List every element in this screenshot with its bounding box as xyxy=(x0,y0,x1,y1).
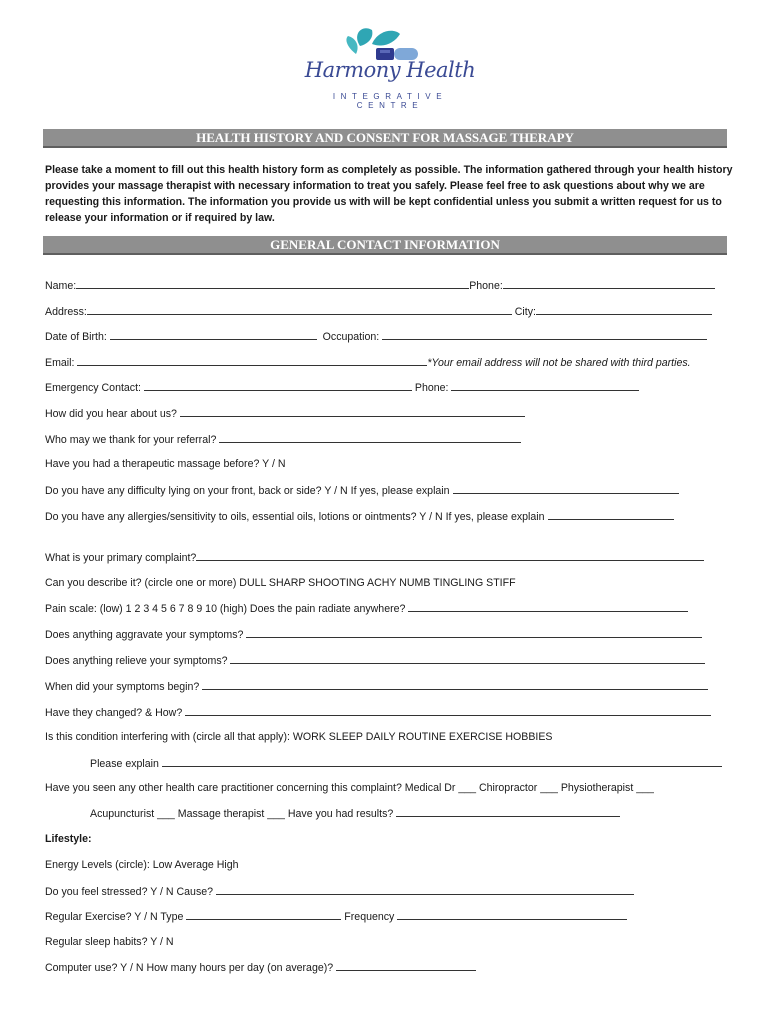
practitioner-label-2[interactable]: Acupuncturist ___ Massage therapist ___ Have you had results? xyxy=(90,808,394,820)
exercise-row xyxy=(45,909,627,924)
practitioner-row-2 xyxy=(90,806,620,821)
frequency-label: Frequency xyxy=(344,911,395,923)
hear-row xyxy=(45,406,525,421)
name-field[interactable] xyxy=(76,278,469,289)
logo-subtitle: INTEGRATIVE CENTRE xyxy=(332,92,448,110)
email-note: *Your email address will not be shared with third parties. xyxy=(427,357,691,369)
stress-cause-field[interactable] xyxy=(216,884,634,895)
dob-field[interactable] xyxy=(110,329,317,340)
changed-row xyxy=(45,705,711,720)
lifestyle-heading: Lifestyle: xyxy=(45,833,92,845)
emergency-phone-field[interactable] xyxy=(451,380,639,391)
dob-label: Date of Birth: xyxy=(45,331,107,343)
allergies-label[interactable]: Do you have any allergies/sensitivity to oils, essential oils, lotions or ointments? Y / N If yes, please explain xyxy=(45,511,545,523)
form-title: HEALTH HISTORY AND CONSENT FOR MASSAGE THERAPY xyxy=(43,129,727,148)
explain-field[interactable] xyxy=(162,756,722,767)
relieve-field[interactable] xyxy=(230,653,705,664)
hear-label: How did you hear about us? xyxy=(45,408,177,420)
section-title-contact: GENERAL CONTACT INFORMATION xyxy=(43,236,727,255)
address-field[interactable] xyxy=(87,304,512,315)
hear-field[interactable] xyxy=(180,406,525,417)
frequency-field[interactable] xyxy=(397,909,627,920)
lying-field[interactable] xyxy=(453,483,679,494)
pain-scale-row xyxy=(45,601,688,616)
pain-scale-label[interactable]: Pain scale: (low) 1 2 3 4 5 6 7 8 9 10 (high) Does the pain radiate anywhere? xyxy=(45,603,406,615)
sleep-row[interactable]: Regular sleep habits? Y / N xyxy=(45,936,174,948)
lying-row xyxy=(45,483,679,498)
computer-label[interactable]: Computer use? Y / N How many hours per day (on average)? xyxy=(45,962,334,974)
occupation-label: Occupation: xyxy=(322,331,380,343)
began-field[interactable] xyxy=(202,679,708,690)
began-label: When did your symptoms begin? xyxy=(45,681,200,693)
address-label: Address: xyxy=(45,306,87,318)
aggravate-field[interactable] xyxy=(246,627,702,638)
allergies-row xyxy=(45,509,674,524)
explain-row xyxy=(90,756,722,771)
email-label: Email: xyxy=(45,357,75,369)
changed-label: Have they changed? & How? xyxy=(45,707,183,719)
practitioner-row[interactable]: Have you seen any other health care practitioner concerning this complaint? Medical Dr ___ Chiropractor ___ Physiotherapist ___ xyxy=(45,782,654,794)
phone-label: Phone: xyxy=(469,280,503,292)
complaint-field[interactable] xyxy=(196,550,704,561)
interfering-row[interactable]: Is this condition interfering with (circle all that apply): WORK SLEEP DAILY ROUTINE EXERCISE HOBBIES xyxy=(45,731,553,743)
referral-label: Who may we thank for your referral? xyxy=(45,434,217,446)
began-row xyxy=(45,679,708,694)
email-row xyxy=(45,355,691,370)
aggravate-label: Does anything aggravate your symptoms? xyxy=(45,629,244,641)
emergency-row xyxy=(45,380,639,395)
lying-label[interactable]: Do you have any difficulty lying on your front, back or side? Y / N If yes, please explain xyxy=(45,485,450,497)
had-massage-row[interactable]: Have you had a therapeutic massage before? Y / N xyxy=(45,458,286,470)
exercise-type-field[interactable] xyxy=(186,909,341,920)
results-field[interactable] xyxy=(396,806,620,817)
referral-field[interactable] xyxy=(219,432,521,443)
stressed-label[interactable]: Do you feel stressed? Y / N Cause? xyxy=(45,886,214,898)
emergency-phone-label: Phone: xyxy=(414,382,449,394)
emergency-label: Emergency Contact: xyxy=(45,382,141,394)
complaint-label: What is your primary complaint? xyxy=(45,552,197,564)
logo-brand-name: Harmony Health xyxy=(304,58,476,82)
pain-radiate-field[interactable] xyxy=(408,601,688,612)
city-label: City: xyxy=(514,306,536,318)
referral-row xyxy=(45,432,521,447)
city-field[interactable] xyxy=(536,304,712,315)
computer-hours-field[interactable] xyxy=(336,960,476,971)
energy-row[interactable]: Energy Levels (circle): Low Average High xyxy=(45,859,239,871)
dob-row xyxy=(45,329,707,344)
emergency-field[interactable] xyxy=(144,380,412,391)
email-field[interactable] xyxy=(77,355,427,366)
relieve-label: Does anything relieve your symptoms? xyxy=(45,655,228,667)
phone-field[interactable] xyxy=(503,278,715,289)
computer-row xyxy=(45,960,476,975)
relieve-row xyxy=(45,653,705,668)
changed-field[interactable] xyxy=(185,705,711,716)
aggravate-row xyxy=(45,627,702,642)
occupation-field[interactable] xyxy=(382,329,707,340)
exercise-label[interactable]: Regular Exercise? Y / N Type xyxy=(45,911,184,923)
allergies-field[interactable] xyxy=(548,509,674,520)
intro-paragraph: Please take a moment to fill out this health history form as completely as possible. The information gathered through your health history provides your massage therapist with necessary information to treat you safely. Please feel free to ask questions about why we are requesting this information. The information you provide us with will be kept confidential unless you submit a written request for us to release your information or if required by law. xyxy=(45,164,733,224)
name-label: Name: xyxy=(45,280,77,292)
complaint-row xyxy=(45,550,704,565)
describe-row[interactable]: Can you describe it? (circle one or more) DULL SHARP SHOOTING ACHY NUMB TINGLING STIFF xyxy=(45,577,516,589)
explain-label: Please explain xyxy=(90,758,159,770)
address-row xyxy=(45,304,712,319)
stressed-row xyxy=(45,884,634,899)
name-phone-row xyxy=(45,278,715,293)
